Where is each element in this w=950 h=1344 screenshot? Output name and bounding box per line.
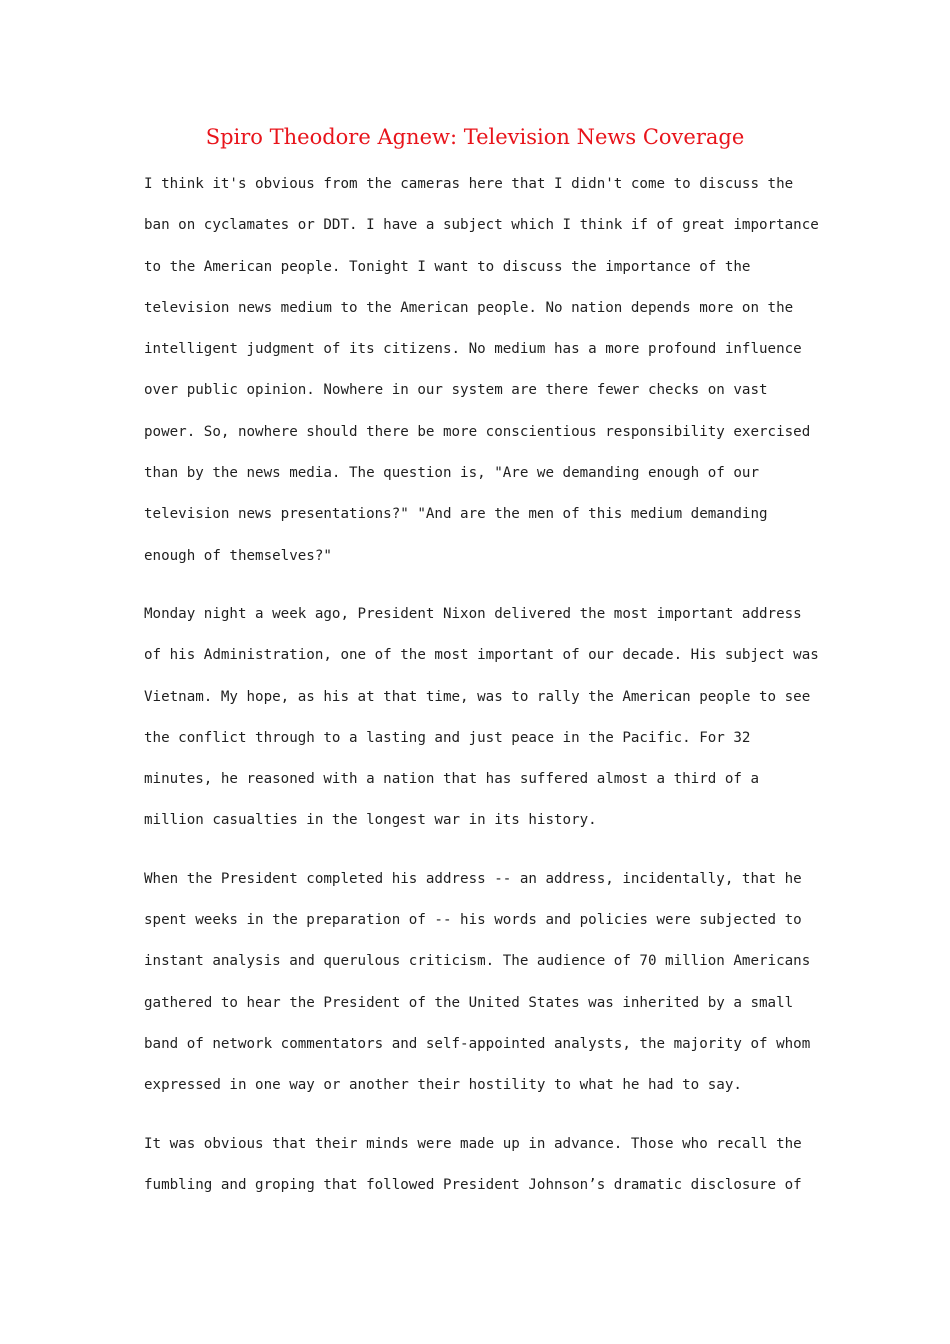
text-line: million casualties in the longest war in its history. (144, 812, 597, 829)
text-line: band of network commentators and self-appointed analysts, the majority of whom (144, 1035, 811, 1052)
paragraph (144, 1135, 814, 1218)
text-line: It was obvious that their minds were made up in advance. Those who recall the (144, 1135, 802, 1152)
paragraph (144, 870, 814, 1118)
text-line: television news presentations?" "And are the men of this medium demanding (144, 506, 768, 523)
text-line: I think it's obvious from the cameras here that I didn't come to discuss the (144, 176, 794, 192)
text-line: Vietnam. My hope, as his at that time, was to rally the American people to see (144, 688, 811, 705)
text-line: ban on cyclamates or DDT. I have a subject which I think if of great importance (144, 217, 819, 234)
text-line: intelligent judgment of its citizens. No medium has a more profound influence (144, 341, 802, 358)
text-line: Monday night a week ago, President Nixon delivered the most important address (144, 605, 802, 622)
document-body (144, 175, 819, 1217)
text-line: over public opinion. Nowhere in our system are there fewer checks on vast (144, 382, 768, 399)
text-line: When the President completed his address -- an address, incidentally, that he (144, 870, 802, 887)
text-line: the conflict through to a lasting and just peace in the Pacific. For 32 (144, 729, 751, 746)
document-title: Spiro Theodore Agnew: Television News Coverage (205, 125, 745, 149)
text-line: power. So, nowhere should there be more conscientious responsibility exercised (144, 423, 811, 440)
paragraph (144, 175, 819, 588)
text-line: fumbling and groping that followed President Johnson’s dramatic disclosure of (144, 1176, 802, 1193)
text-line: of his Administration, one of the most important of our decade. His subject was (144, 647, 819, 664)
text-line: instant analysis and querulous criticism. The audience of 70 million Americans (144, 953, 811, 970)
text-line: expressed in one way or another their hostility to what he had to say. (144, 1077, 742, 1094)
text-line: gathered to hear the President of the United States was inherited by a small (144, 994, 794, 1011)
text-line: to the American people. Tonight I want to discuss the importance of the (144, 258, 751, 275)
text-line: than by the news media. The question is, "Are we demanding enough of our (144, 465, 759, 482)
paragraph (144, 605, 819, 853)
text-line: minutes, he reasoned with a nation that has suffered almost a third of a (144, 771, 759, 788)
text-line: enough of themselves?" (144, 547, 332, 564)
text-line: television news medium to the American people. No nation depends more on the (144, 299, 794, 316)
text-line: spent weeks in the preparation of -- his words and policies were subjected to (144, 912, 802, 929)
